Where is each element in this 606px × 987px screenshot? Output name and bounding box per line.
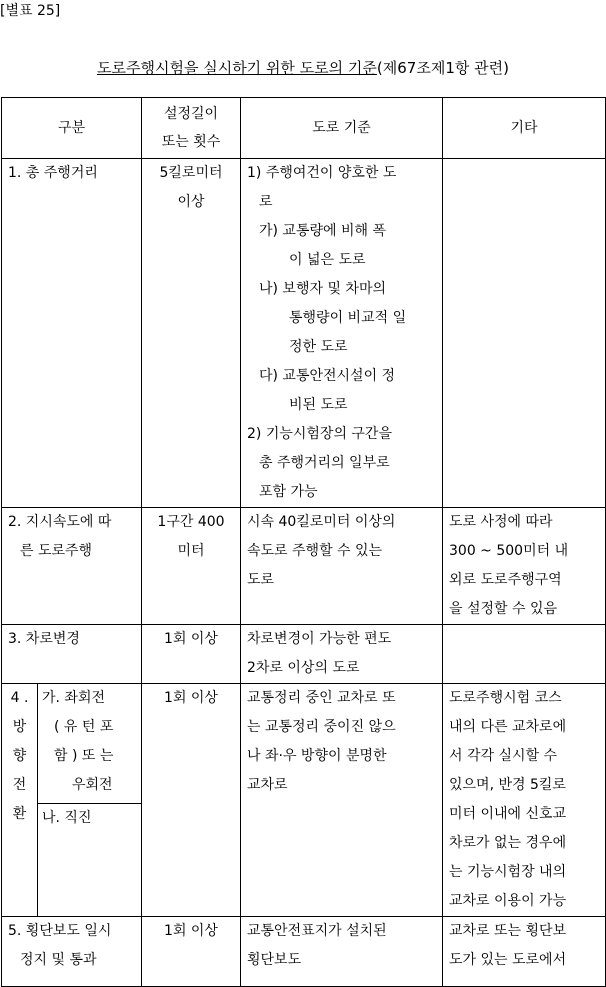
- note-line: 도로주행시험 코스: [449, 690, 562, 706]
- sub-line: 우회전: [72, 777, 113, 793]
- table-row-crosswalk: [2, 917, 606, 987]
- document-title: [0, 58, 606, 78]
- criteria-line: 비된 도로: [289, 397, 348, 413]
- road-criteria-table: [1, 97, 606, 987]
- title-reference: (제67조제1항 관련): [376, 59, 509, 77]
- criteria-line: 나) 보행자 및 차마의: [259, 281, 387, 297]
- vertical-char: 향: [12, 748, 27, 764]
- length-cell: 1회 이상: [142, 625, 241, 684]
- table-row-total-distance: [2, 159, 606, 508]
- note-line: 을 설정할 수 있음: [449, 601, 558, 617]
- note-cell: [443, 508, 606, 625]
- header-category: 구분: [2, 98, 142, 159]
- note-line: 도로 사정에 따라: [449, 514, 553, 530]
- criteria-cell: [241, 917, 443, 987]
- criteria-line: 총 주행거리의 일부로: [259, 455, 390, 471]
- category-line2: 정지 및 통과: [20, 952, 97, 968]
- criteria-cell: [241, 625, 443, 684]
- criteria-line: 속도로 주행할 수 있는: [247, 543, 383, 559]
- criteria-line: 시속 40킬로미터 이상의: [247, 514, 396, 530]
- criteria-line: 다) 교통안전시설이 정: [259, 368, 396, 384]
- header-length: [142, 98, 241, 159]
- criteria-line: 2차로 이상의 도로: [247, 660, 360, 676]
- length-line1: 5킬로미터: [159, 165, 223, 181]
- title-main: 도로주행시험을 실시하기 위한 도로의 기준: [97, 59, 377, 77]
- category-vertical-cell: [2, 684, 38, 917]
- vertical-char: 전: [12, 777, 27, 793]
- criteria-cell: [241, 159, 443, 508]
- note-line: 외로 도로주행구역: [449, 572, 562, 588]
- length-line1: 1구간 400: [157, 514, 225, 530]
- category-cell: 1. 총 주행거리: [2, 159, 142, 508]
- note-line: 있으며, 반경 5킬로: [449, 777, 566, 793]
- header-note: 기타: [443, 98, 606, 159]
- table-row-direction-change: [2, 684, 606, 804]
- note-line: 300 ~ 500미터 내: [449, 543, 569, 559]
- length-cell: 1회 이상: [142, 684, 241, 917]
- length-line2: 미터: [177, 543, 205, 559]
- sub-line: 함 ) 또 는: [54, 748, 114, 764]
- criteria-line: 교통안전표지가 설치된: [247, 923, 387, 939]
- subcategory-left-turn: [38, 684, 142, 804]
- category-line1: 2. 지시속도에 따: [8, 514, 112, 530]
- criteria-line: 정한 도로: [289, 339, 348, 355]
- criteria-line: 교차로: [247, 777, 288, 793]
- page-label: [별표 25]: [0, 3, 61, 19]
- category-cell: 3. 차로변경: [2, 625, 142, 684]
- note-line: 서 각각 실시할 수: [449, 748, 558, 764]
- note-cell: [443, 159, 606, 508]
- sub-line: 가. 좌회전: [42, 690, 105, 706]
- vertical-char: 환: [12, 806, 27, 822]
- note-line: 교차로 또는 횡단보: [449, 923, 567, 939]
- note-cell: [443, 917, 606, 987]
- criteria-cell: [241, 684, 443, 917]
- header-row: [2, 98, 606, 159]
- criteria-line: 도로: [247, 572, 275, 588]
- criteria-line: 나 좌·우 방향이 분명한: [247, 748, 387, 764]
- length-cell: 1회 이상: [142, 917, 241, 987]
- header-criteria: 도로 기준: [241, 98, 443, 159]
- note-line: 는 기능시험장 내의: [449, 864, 567, 880]
- note-cell: [443, 625, 606, 684]
- criteria-line: 교통정리 중인 교차로 또: [247, 690, 396, 706]
- criteria-cell: [241, 508, 443, 625]
- vertical-char: 방: [12, 719, 27, 735]
- length-cell: [142, 159, 241, 508]
- category-line1: 5. 횡단보도 일시: [8, 923, 112, 939]
- header-length-line1: 설정길이: [163, 106, 219, 122]
- length-cell: [142, 508, 241, 625]
- criteria-line: 포함 가능: [259, 484, 318, 500]
- note-line: 내의 다른 교차로에: [449, 719, 567, 735]
- note-line: 차로가 없는 경우에: [449, 835, 567, 851]
- note-cell: [443, 684, 606, 917]
- criteria-line: 2) 기능시험장의 구간을: [247, 426, 392, 442]
- criteria-line: 로: [259, 194, 273, 210]
- category-line2: 른 도로주행: [20, 543, 93, 559]
- note-line: 미터 이내에 신호교: [449, 806, 567, 822]
- criteria-line: 횡단보도: [247, 952, 302, 968]
- sub-line: ( 유 턴 포: [54, 719, 114, 735]
- criteria-line: 는 교통정리 중이진 않으: [247, 719, 396, 735]
- vertical-char: 4 .: [10, 690, 29, 706]
- category-cell: [2, 508, 142, 625]
- table-row-lane-change: [2, 625, 606, 684]
- criteria-line: 통행량이 비교적 일: [289, 310, 407, 326]
- note-line: 교차로 이용이 가능: [449, 893, 567, 909]
- header-length-line2: 또는 횟수: [161, 134, 221, 150]
- subcategory-straight: 나. 직진: [38, 804, 142, 917]
- criteria-line: 가) 교통량에 비해 폭: [259, 223, 387, 239]
- length-line2: 이상: [177, 194, 205, 210]
- criteria-line: 1) 주행여건이 양호한 도: [247, 165, 397, 181]
- note-line: 도가 있는 도로에서: [449, 952, 567, 968]
- category-cell: [2, 917, 142, 987]
- criteria-line: 차로변경이 가능한 편도: [247, 631, 392, 647]
- criteria-line: 이 넓은 도로: [289, 252, 366, 268]
- table-row-speed: [2, 508, 606, 625]
